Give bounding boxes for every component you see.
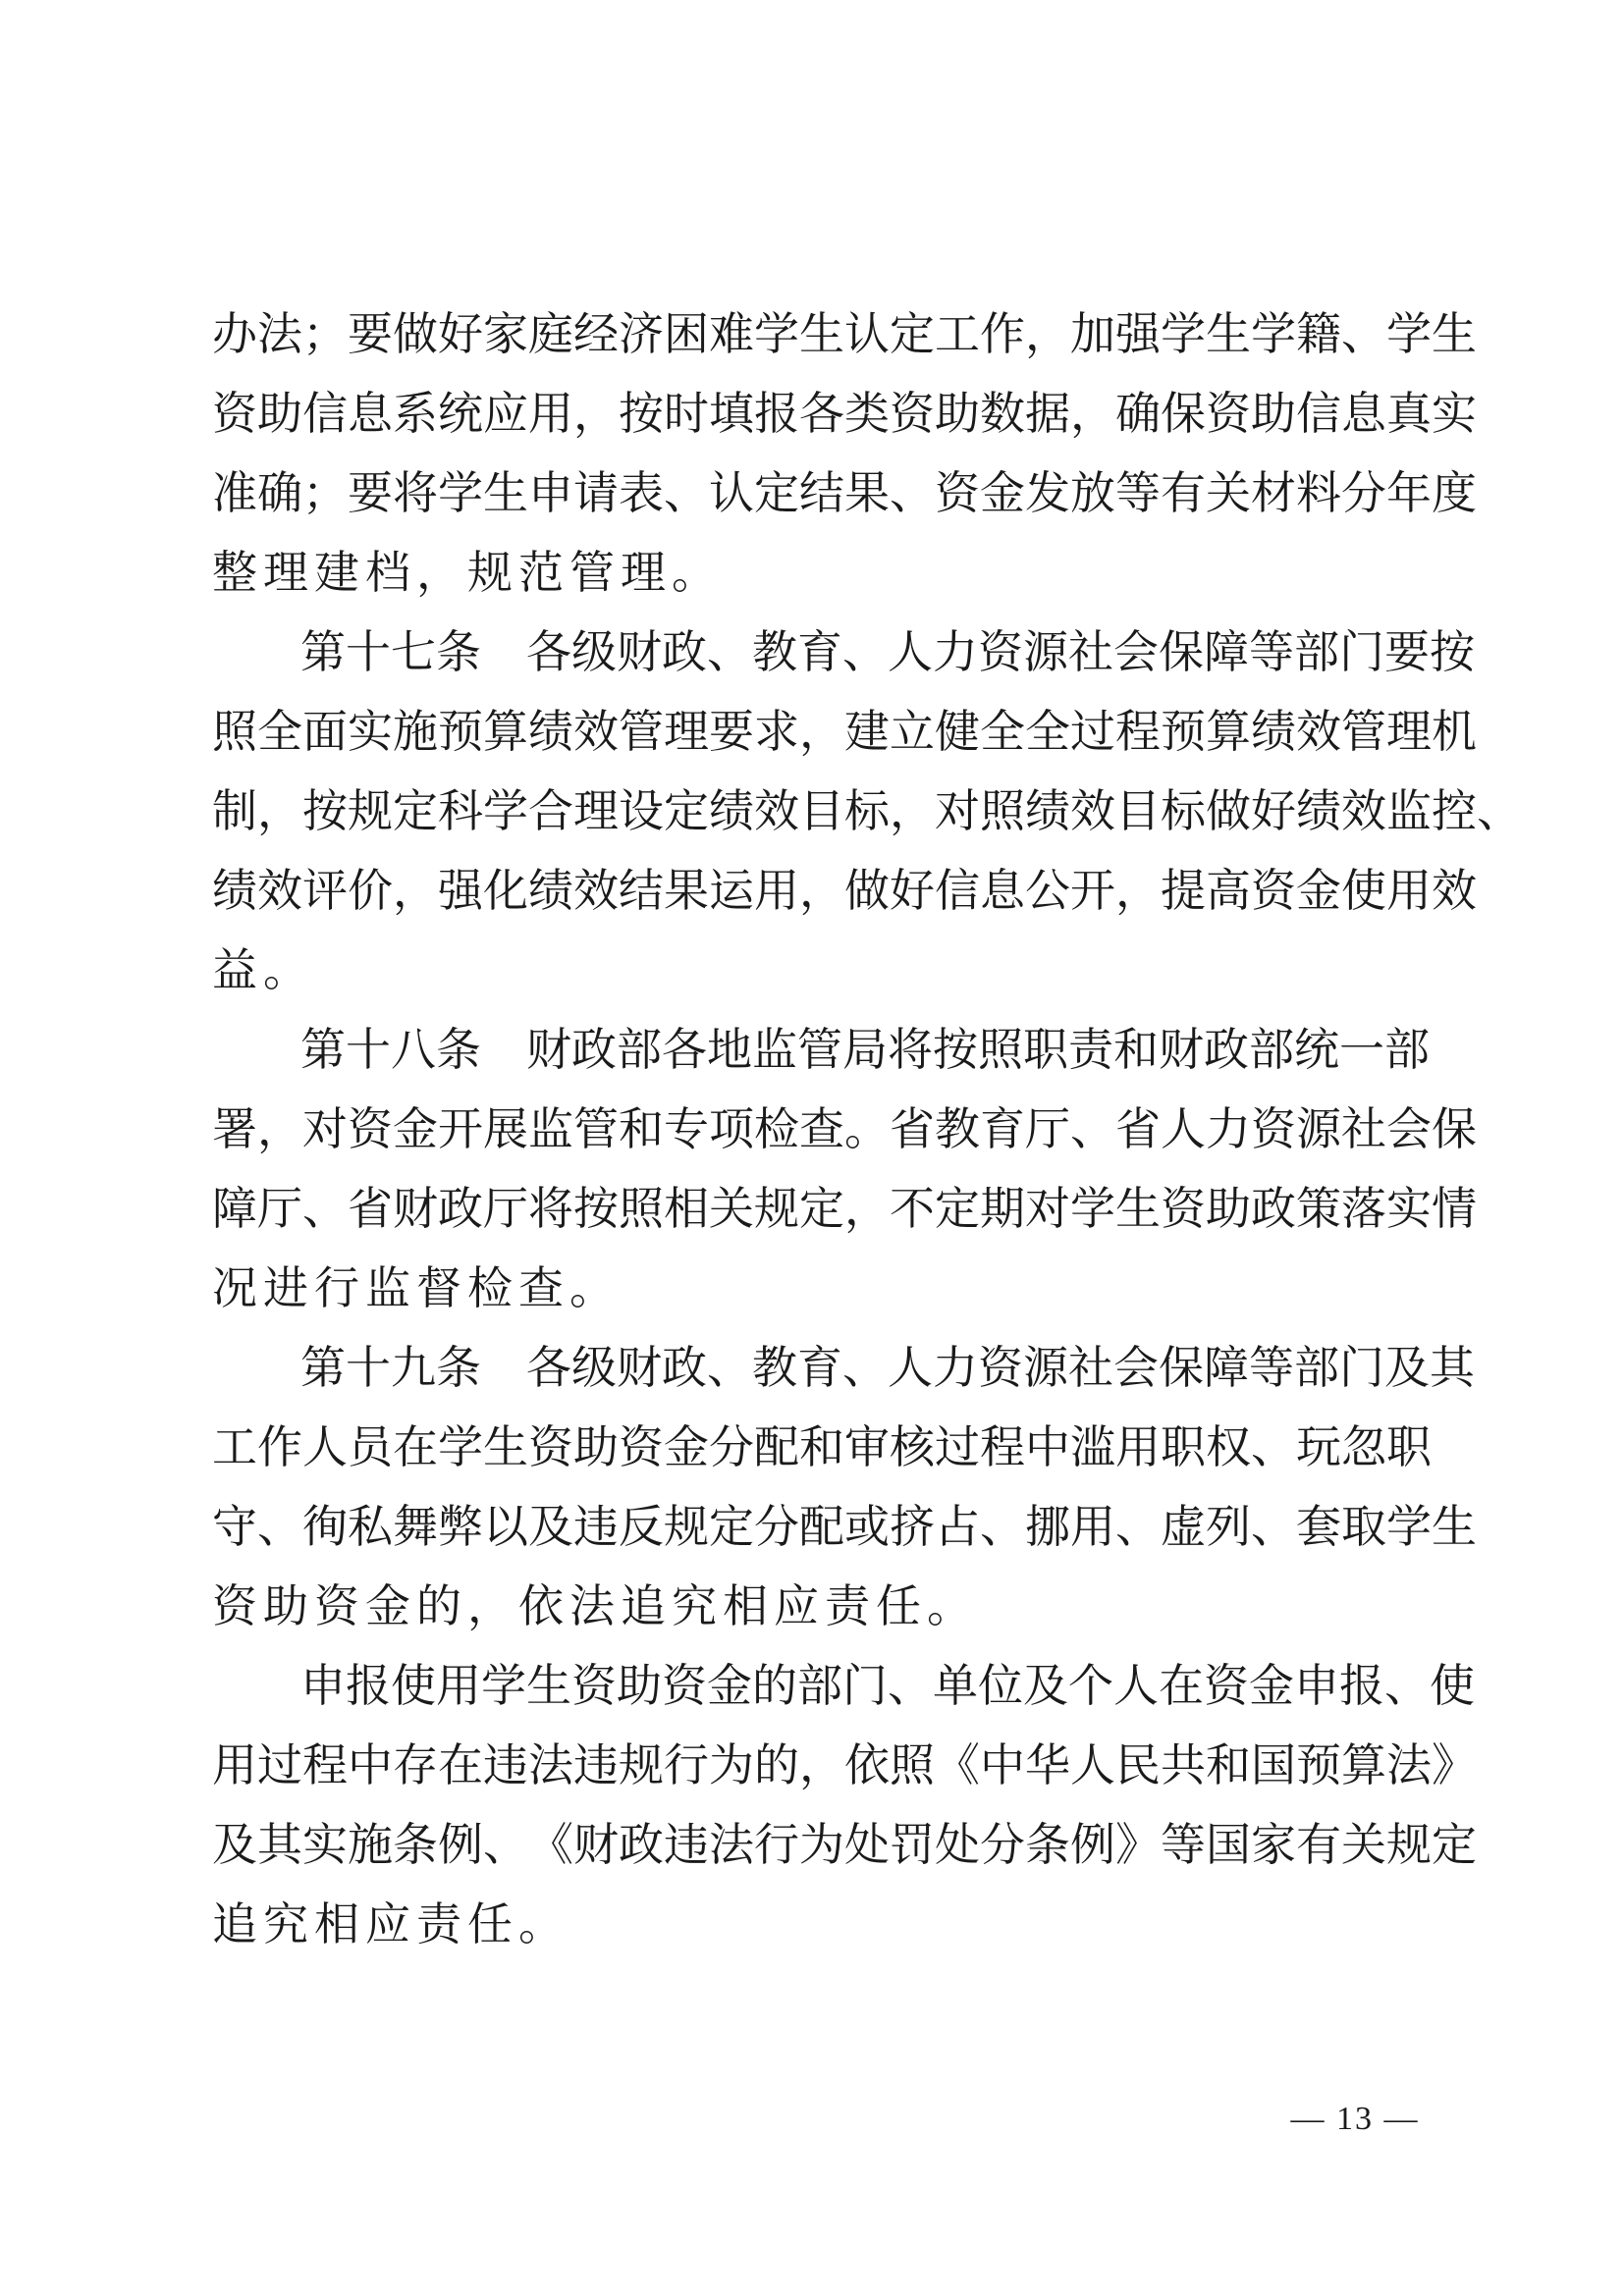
- text-line: 障 厅 、 省 财 政 厅 将 按 照 相 关 规 定 ， 不 定 期 对 学 生 资 助 政 策 落 实 情: [212, 1182, 1477, 1235]
- text-line: 况 进 行 监 督 检 查 。: [212, 1261, 615, 1314]
- text-line: 整 理 建 档 ， 规 范 管 理 。: [212, 546, 717, 599]
- text-line: 第 十 八 条 财 政 部 各 地 监 管 局 将 按 照 职 责 和 财 政 部 统 一 部: [300, 1023, 1430, 1076]
- text-line: 第 十 七 条 各 级 财 政 、 教 育 、 人 力 资 源 社 会 保 障 等 部 门 要 按: [300, 625, 1475, 678]
- text-line: 守 、 徇 私 舞 弊 以 及 违 反 规 定 分 配 或 挤 占 、 挪 用 、 虚 列 、 套 取 学 生: [212, 1500, 1477, 1553]
- text-line: 资 助 信 息 系 统 应 用 ， 按 时 填 报 各 类 资 助 数 据 ， 确 保 资 助 信 息 真 实: [212, 387, 1477, 440]
- text-line: 绩 效 评 价 ， 强 化 绩 效 结 果 运 用 ， 做 好 信 息 公 开 ， 提 高 资 金 使 用 效: [212, 864, 1477, 917]
- text-line: 制 ， 按 规 定 科 学 合 理 设 定 绩 效 目 标 ， 对 照 绩 效 目 标 做 好 绩 效 监 控 、: [212, 784, 1522, 837]
- text-line: 工 作 人 员 在 学 生 资 助 资 金 分 配 和 审 核 过 程 中 滥 用 职 权 、 玩 忽 职: [212, 1420, 1432, 1473]
- text-line: 第 十 九 条 各 级 财 政 、 教 育 、 人 力 资 源 社 会 保 障 等 部 门 及 其: [300, 1341, 1475, 1394]
- text-line: 追 究 相 应 责 任 。: [212, 1897, 564, 1950]
- text-line: 益 。: [212, 943, 308, 996]
- text-line: 准 确 ； 要 将 学 生 申 请 表 、 认 定 结 果 、 资 金 发 放 等 有 关 材 料 分 年 度: [212, 466, 1477, 519]
- text-line: 用 过 程 中 存 在 违 法 违 规 行 为 的 ， 依 照 《 中 华 人 民 共 和 国 预 算 法 》: [212, 1738, 1477, 1791]
- text-line: 署 ， 对 资 金 开 展 监 管 和 专 项 检 查 。 省 教 育 厅 、 省 人 力 资 源 社 会 保: [212, 1102, 1477, 1155]
- document-body: [212, 294, 1522, 1964]
- text-line: 及 其 实 施 条 例 、 《 财 政 违 法 行 为 处 罚 处 分 条 例 》 等 国 家 有 关 规 定: [212, 1818, 1477, 1871]
- page-number: — 13 —: [1290, 2101, 1420, 2137]
- text-line: 办 法 ； 要 做 好 家 庭 经 济 困 难 学 生 认 定 工 作 ， 加 强 学 生 学 籍 、 学 生: [212, 307, 1477, 360]
- text-line: 资 助 资 金 的 ， 依 法 追 究 相 应 责 任 。: [212, 1579, 972, 1632]
- text-line: 申 报 使 用 学 生 资 助 资 金 的 部 门 、 单 位 及 个 人 在 资 金 申 报 、 使: [300, 1659, 1475, 1712]
- text-line: 照 全 面 实 施 预 算 绩 效 管 理 要 求 ， 建 立 健 全 全 过 程 预 算 绩 效 管 理 机: [212, 705, 1477, 758]
